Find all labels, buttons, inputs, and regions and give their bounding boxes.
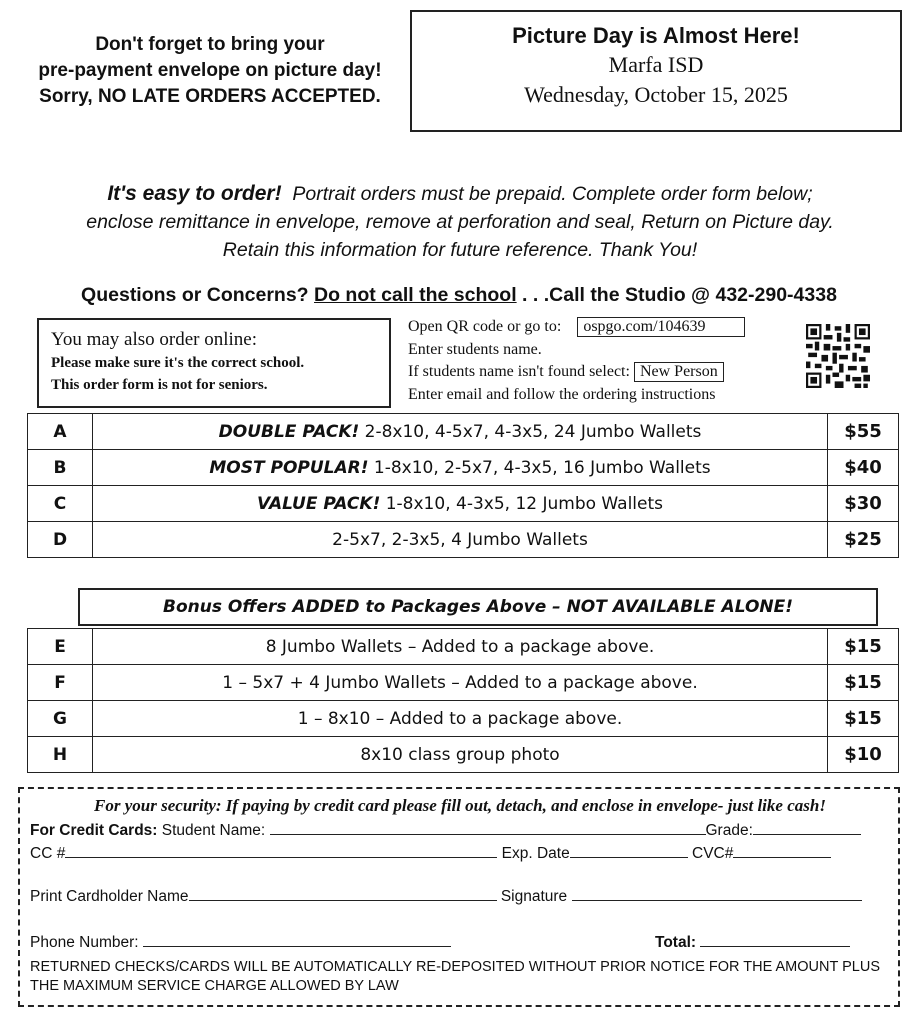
package-contents: 1-8x10, 4-3x5, 12 Jumbo Wallets <box>385 493 663 514</box>
studio-phone: . . .Call the Studio @ 432-290-4338 <box>522 284 837 306</box>
bonus-description: 1 – 8x10 – Added to a package above. <box>93 701 828 737</box>
grade-label: Grade: <box>705 822 753 839</box>
total-row <box>655 932 850 952</box>
package-price: $55 <box>828 414 899 450</box>
package-code: D <box>28 522 93 558</box>
picture-day-box <box>410 10 902 132</box>
package-price: $40 <box>828 450 899 486</box>
contact-line <box>0 284 918 307</box>
cardholder-row <box>30 886 862 906</box>
package-contents: 1-8x10, 2-5x7, 4-3x5, 16 Jumbo Wallets <box>373 457 711 478</box>
notice-line: RETURNED CHECKS/CARDS WILL BE AUTOMATICALLY RE-DEPOSITED WITHOUT PRIOR NOTICE FOR THE AMOUNT PLUS <box>30 959 880 975</box>
reminder-line: Don't forget to bring your <box>95 34 325 55</box>
package-description <box>93 522 828 558</box>
bonus-description: 1 – 5x7 + 4 Jumbo Wallets – Added to a package above. <box>93 665 828 701</box>
bonus-price: $15 <box>828 701 899 737</box>
senior-note: This order form is not for seniors. <box>51 377 268 393</box>
bonus-description: 8x10 class group photo <box>93 737 828 773</box>
student-name-field[interactable] <box>270 820 706 835</box>
online-steps <box>408 316 808 406</box>
exp-date-field[interactable] <box>570 843 688 858</box>
package-description <box>93 414 828 450</box>
instructions-line: enclose remittance in envelope, remove at perforation and seal, Return on Picture day. <box>86 211 834 233</box>
package-highlight: DOUBLE PACK! <box>218 421 360 442</box>
reminder-line: Sorry, NO LATE ORDERS ACCEPTED. <box>39 86 381 107</box>
bonus-code: G <box>28 701 93 737</box>
instructions-line: Portrait orders must be prepaid. Complete order form below; <box>292 183 813 205</box>
grade-field[interactable] <box>753 820 861 835</box>
page-title: Picture Day is Almost Here! <box>512 23 800 48</box>
school-name: Marfa ISD <box>608 52 704 77</box>
table-row[interactable] <box>28 629 899 665</box>
step-text: Enter students name. <box>408 340 542 358</box>
signature-label: Signature <box>500 888 568 905</box>
returned-checks-notice <box>30 958 890 996</box>
cardholder-label: Print Cardholder Name <box>30 888 189 905</box>
cc-label: CC # <box>30 845 66 862</box>
phone-row <box>30 932 451 952</box>
security-note: For your security: If paying by credit card please fill out, detach, and enclose in envelope- just like cash! <box>94 796 826 815</box>
new-person-option: New Person <box>634 362 724 382</box>
package-code: A <box>28 414 93 450</box>
package-price: $25 <box>828 522 899 558</box>
cc-number-field[interactable] <box>65 843 497 858</box>
table-row[interactable] <box>28 450 899 486</box>
cvc-field[interactable] <box>733 843 831 858</box>
picture-date: Wednesday, October 15, 2025 <box>524 82 788 107</box>
order-url[interactable]: ospgo.com/104639 <box>577 317 745 337</box>
bonus-description: 8 Jumbo Wallets – Added to a package above. <box>93 629 828 665</box>
student-row <box>30 820 861 840</box>
package-description <box>93 486 828 522</box>
bonus-price: $15 <box>828 665 899 701</box>
bonus-code: E <box>28 629 93 665</box>
credit-cards-label: For Credit Cards: <box>30 822 158 839</box>
bonus-code: F <box>28 665 93 701</box>
table-row[interactable] <box>28 737 899 773</box>
step-text: If students name isn't found select: <box>408 363 630 380</box>
step-text: Enter email and follow the ordering instructions <box>408 385 716 403</box>
phone-field[interactable] <box>143 932 451 947</box>
package-code: B <box>28 450 93 486</box>
easy-heading: It's easy to order! <box>107 182 282 205</box>
table-row[interactable] <box>28 486 899 522</box>
package-table <box>27 413 899 558</box>
reminder-line: pre-payment envelope on picture day! <box>38 60 382 81</box>
package-description <box>93 450 828 486</box>
package-code: C <box>28 486 93 522</box>
online-order-box <box>37 318 391 408</box>
qr-code-icon[interactable] <box>806 324 870 388</box>
bonus-price: $10 <box>828 737 899 773</box>
table-row[interactable] <box>28 414 899 450</box>
school-note: Please make sure it's the correct school. <box>51 355 305 371</box>
total-label: Total: <box>655 934 697 951</box>
notice-line: THE MAXIMUM SERVICE CHARGE ALLOWED BY LAW <box>30 978 399 994</box>
bonus-offers-heading: Bonus Offers ADDED to Packages Above – NOT AVAILABLE ALONE! <box>78 588 878 626</box>
signature-field[interactable] <box>572 886 862 901</box>
no-call-notice: Do not call the school <box>314 284 517 306</box>
total-field[interactable] <box>700 932 850 947</box>
instructions-line: Retain this information for future reference. Thank You! <box>222 239 698 261</box>
table-row[interactable] <box>28 665 899 701</box>
package-price: $30 <box>828 486 899 522</box>
bonus-code: H <box>28 737 93 773</box>
exp-date-label: Exp. Date <box>501 845 570 862</box>
step-text: Open QR code or go to: <box>408 318 562 335</box>
student-name-label: Student Name: <box>161 822 266 839</box>
cardholder-field[interactable] <box>189 886 497 901</box>
package-contents: 2-8x10, 4-5x7, 4-3x5, 24 Jumbo Wallets <box>364 421 702 442</box>
phone-label: Phone Number: <box>30 934 139 951</box>
bonus-table <box>27 628 899 773</box>
package-highlight: VALUE PACK! <box>256 493 381 514</box>
package-highlight: MOST POPULAR! <box>209 457 369 478</box>
bonus-price: $15 <box>828 629 899 665</box>
cvc-label: CVC# <box>692 845 734 862</box>
card-row <box>30 843 831 863</box>
table-row[interactable] <box>28 701 899 737</box>
order-instructions <box>20 180 900 264</box>
questions-label: Questions or Concerns? <box>81 284 309 306</box>
late-order-reminder <box>0 32 420 110</box>
online-title: You may also order online: <box>51 329 257 350</box>
table-row[interactable] <box>28 522 899 558</box>
package-contents: 2-5x7, 2-3x5, 4 Jumbo Wallets <box>332 529 588 550</box>
